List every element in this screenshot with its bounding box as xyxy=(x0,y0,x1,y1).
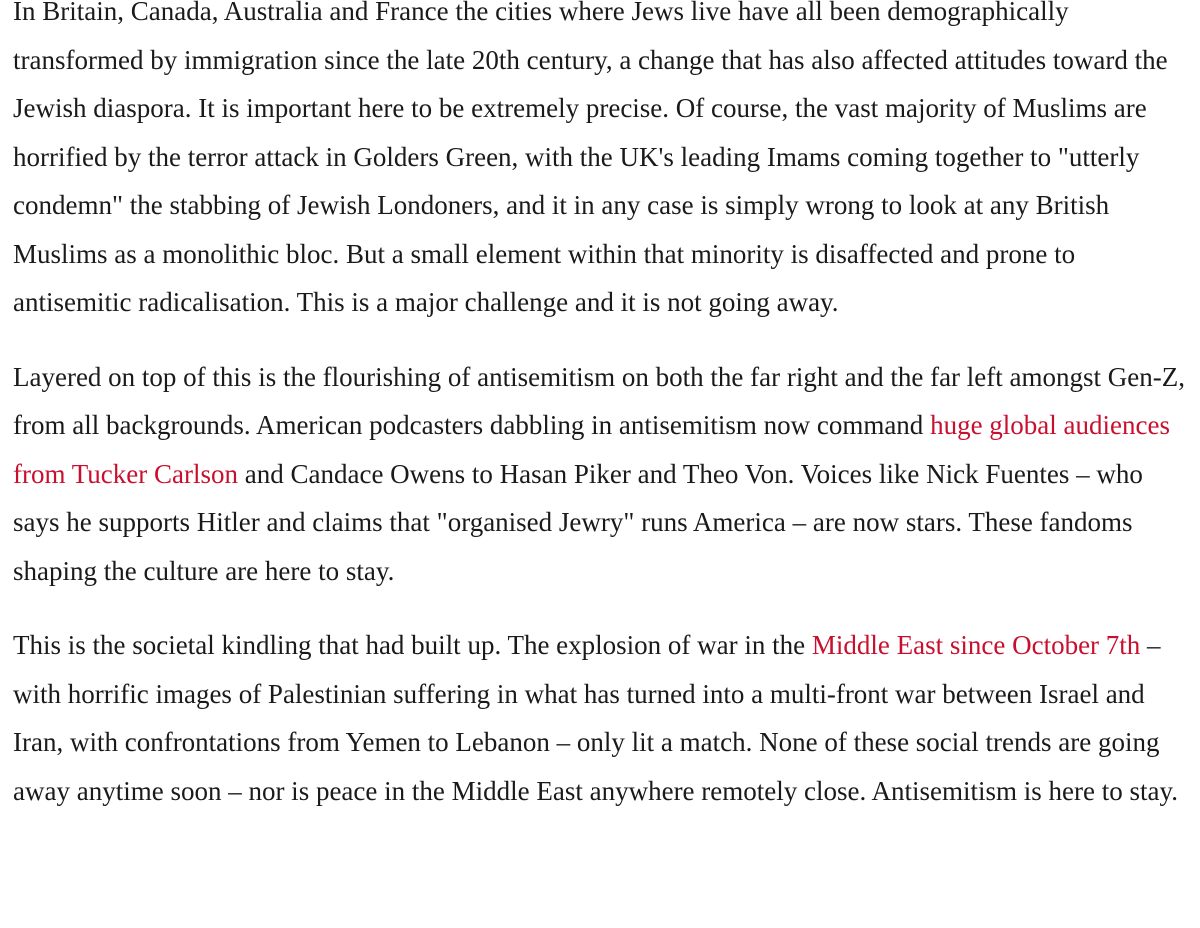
paragraph-kindling xyxy=(13,621,1190,815)
link-tucker-carlson-audiences[interactable]: huge global audiences from Tucker Carlson xyxy=(13,410,1170,489)
paragraph-kindling-text-after: – with horrific images of Palestinian suffering in what has turned into a multi-front war between Israel and Iran, with confrontations from Yemen to Lebanon – only lit a match. None of these social trends are going away anytime soon – nor is peace in the Middle East anywhere remotely close. Antisemitism is here to stay. xyxy=(13,630,1178,806)
paragraph-immigration xyxy=(13,0,1190,327)
link-middle-east-october-7th[interactable]: Middle East since October 7th xyxy=(811,630,1141,660)
paragraph-gen-z-text-before: Layered on top of this is the flourishing of antisemitism on both the far right and the far left amongst Gen-Z, from all backgrounds. American podcasters dabbling in antisemitism now command xyxy=(13,361,1185,440)
paragraph-gen-z xyxy=(13,353,1190,596)
paragraph-gen-z-text-after: and Candace Owens to Hasan Piker and Theo Von. Voices like Nick Fuentes – who says he supports Hitler and claims that "organised Jewry" runs America – are now stars. These fandoms shaping the culture are here to stay. xyxy=(13,458,1143,586)
paragraph-kindling-text-before: This is the societal kindling that had built up. The explosion of war in the xyxy=(13,630,812,660)
paragraph-immigration-text: In Britain, Canada, Australia and France the cities where Jews live have all been demographically transformed by immigration since the late 20th century, a change that has also affected attitudes toward the Jewish diaspora. It is important here to be extremely precise. Of course, the vast majority of Muslims are horrified by the terror attack in Golders Green, with the UK's leading Imams coming together to "utterly condemn" the stabbing of Jewish Londoners, and it in any case is simply wrong to look at any British Muslims as a monolithic bloc. But a small element within that minority is disaffected and prone to antisemitic radicalisation. This is a major challenge and it is not going away. xyxy=(13,0,1168,317)
